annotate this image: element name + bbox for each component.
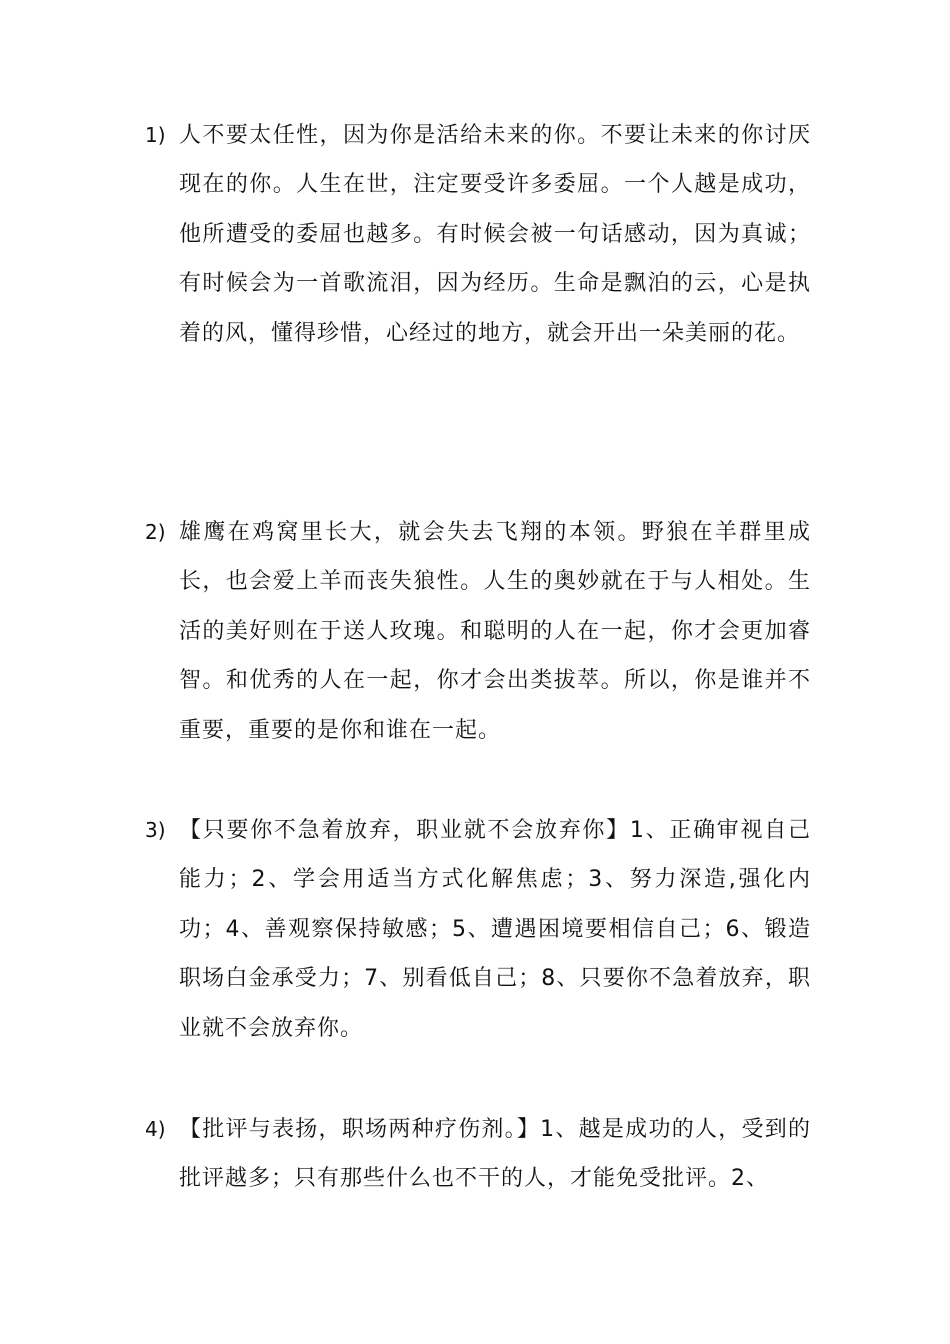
item-text: 【只要你不急着放弃，职业就不会放弃你】1、正确审视自己能力；2、学会用适当方式化解焦虑；3、努力深造,强化内功；4、善观察保持敏感；5、遭遇困境要相信自己；6、锻造职场白金承受力；7、别看低自己；8、只要你不急着放弃，职业就不会放弃你。 bbox=[179, 818, 811, 1041]
item-number: 3) bbox=[145, 818, 166, 842]
item-text: 雄鹰在鸡窝里长大，就会失去飞翔的本领。野狼在羊群里成长，也会爱上羊而丧失狼性。人生的奥妙就在于与人相处。生活的美好则在于送人玫瑰。和聪明的人在一起，你才会更加睿智。和优秀的人在一起，你才会出类拔萃。所以，你是谁并不重要，重要的是你和谁在一起。 bbox=[179, 520, 811, 743]
item-number: 4) bbox=[145, 1117, 166, 1141]
list-item bbox=[145, 508, 815, 755]
item-text: 【批评与表扬，职场两种疗伤剂。】1、越是成功的人，受到的批评越多；只有那些什么也不干的人，才能免受批评。2、 bbox=[179, 1117, 811, 1192]
item-text: 人不要太任性，因为你是活给未来的你。不要让未来的你讨厌现在的你。人生在世，注定要受许多委屈。一个人越是成功，他所遭受的委屈也越多。有时候会被一句话感动，因为真诚；有时候会为一首歌流泪，因为经历。生命是飘泊的云，心是执着的风，懂得珍惜，心经过的地方，就会开出一朵美丽的花。 bbox=[179, 123, 811, 346]
list-item bbox=[145, 111, 815, 358]
list-item bbox=[145, 1105, 815, 1204]
list-item bbox=[145, 806, 815, 1053]
item-number: 2) bbox=[145, 520, 166, 544]
item-number: 1) bbox=[145, 123, 166, 147]
